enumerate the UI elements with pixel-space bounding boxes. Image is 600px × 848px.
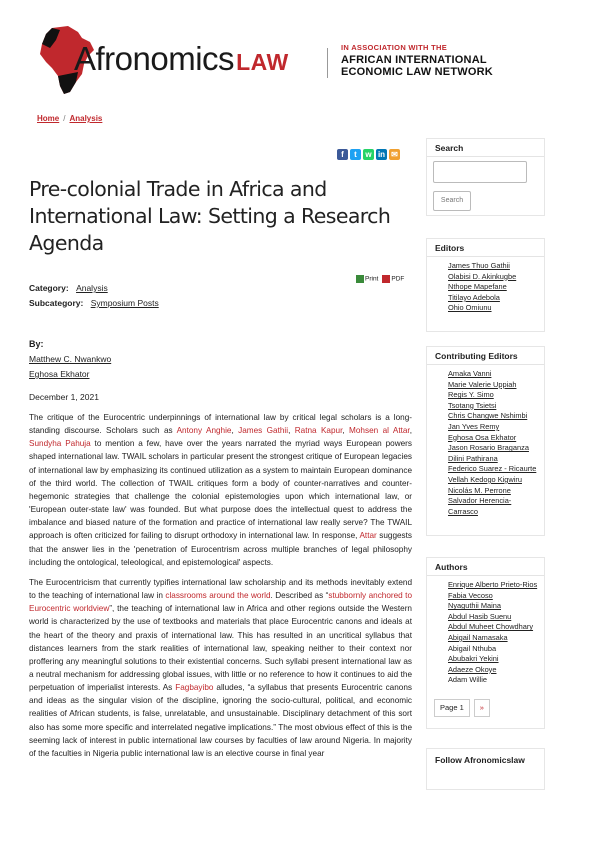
list-item[interactable]: Titilayo Adebola (448, 292, 500, 302)
list-item[interactable]: Enrique Alberto Prieto-Rios (448, 580, 538, 589)
text: , (288, 426, 295, 436)
list-item[interactable]: Carrasco (448, 506, 478, 516)
pdf-button[interactable] (382, 275, 404, 283)
logo-law-text: LAW (236, 49, 289, 75)
list-item[interactable]: Vellah Kedogo Kigwiru (448, 474, 522, 484)
link-attar[interactable]: Attar (359, 531, 377, 541)
authors-pagination (434, 699, 490, 717)
link-stubbornly-anchored[interactable]: stubbornly anchored to Eurocentric worldview (29, 591, 413, 614)
text: . Described as “ (270, 591, 329, 601)
pdf-icon (382, 275, 390, 283)
search-title: Search (435, 143, 464, 153)
text: alludes, “a syllabus that presents Eurocentric canons and ideas as the singular vision of the discipline, ignoring the socio-cultural, political, and economic realities of African students, is false, unrelatable, and unsustainable. Disciplinary detachment of this sort also has some more specific and interrelated negative implications.” The most obvious effect of this is the seeming lack of interest in public international law courses by faculties of law around Nigeria. In majority of the faculties in Nigeria public international law is an elective course in final year (29, 683, 412, 758)
list-item[interactable]: Abigail Namasaka (448, 632, 508, 642)
whatsapp-icon[interactable]: w (363, 149, 374, 160)
list-item[interactable]: Dilini Pathirana (448, 453, 498, 463)
facebook-icon[interactable]: f (337, 149, 348, 160)
follow-widget (426, 748, 545, 790)
print-button[interactable] (356, 275, 378, 283)
link-classrooms[interactable]: classrooms around the world (165, 591, 271, 601)
list-item[interactable]: James Thuo Gathii (448, 261, 510, 270)
search-widget (426, 138, 545, 216)
text: , (231, 426, 239, 436)
follow-title: Follow Afronomicslaw (435, 755, 525, 765)
editors-widget (426, 238, 545, 332)
list-item[interactable]: Amaka Vanni (448, 369, 492, 378)
list-item[interactable]: Eghosa Osa Ekhator (448, 432, 517, 442)
list-item[interactable]: Adam Willie (448, 675, 488, 685)
print-label: Print (365, 275, 379, 283)
list-item[interactable]: Jason Rosario Braganza (448, 443, 529, 453)
pdf-label: PDF (391, 275, 405, 283)
list-item[interactable]: Ohio Omiunu (448, 303, 492, 313)
link-fagbayibo[interactable]: Fagbayibo (175, 683, 214, 693)
breadcrumb-home-link[interactable]: Home (37, 114, 60, 123)
article-title: Pre-colonial Trade in Africa and International Law: Setting a Research Agenda (29, 177, 391, 255)
editors-title: Editors (435, 243, 465, 253)
link-james-gathii[interactable]: James Gathii (238, 426, 289, 436)
next-page-button[interactable]: » (474, 699, 490, 717)
list-item[interactable]: Nyaguthii Maina (448, 601, 501, 611)
list-item[interactable]: Olabisi D. Akinkugbe (448, 271, 517, 281)
subcategory-link[interactable]: Symposium Posts (90, 298, 159, 308)
list-item[interactable]: Regis Y. Simo (448, 390, 494, 400)
email-icon[interactable]: ✉ (389, 149, 400, 160)
list-item[interactable]: Abigail Nthuba (448, 643, 497, 653)
text: , (342, 426, 350, 436)
breadcrumb-separator: / (63, 114, 66, 123)
link-ratna-kapur[interactable]: Ratna Kapur (294, 426, 343, 436)
text: to mention a few, have over the years narrated the myriad ways European powers shaped international law. TWAIL scholars in particular present the strongest critique of European legacies of international law by emphasizing its continued utilization as a system to maintain European dominance of the third world. The collection of TWAIL critiques form a body of counter-narratives and counter-hegemonic strategies that challenge the colonial epistemologies upon which international law, or 'European outer-state law' was founded. But what purpose does the intellectual quest to address the imbalance and biased nature of the formation and practice of international law really serve? The TWAIL approach is often criticized for failing to disrupt orthodoxy in international law. In response, (29, 439, 412, 541)
site-header (0, 0, 600, 100)
contributing-editors-widget (426, 346, 545, 536)
header-divider (327, 48, 328, 78)
text: , (409, 426, 412, 436)
author-link[interactable]: Eghosa Ekhator (29, 369, 90, 379)
share-bar (337, 149, 400, 160)
list-item[interactable]: Abdul Muheet Chowdhary (448, 622, 534, 632)
list-item[interactable]: Fabia Vecoso (448, 590, 493, 600)
list-item[interactable]: Marie Valerie Uppiah (448, 379, 517, 389)
search-input[interactable] (433, 161, 527, 183)
print-pdf-bar (356, 275, 404, 283)
editors-list (427, 257, 544, 314)
logo-main-text: Afronomics (74, 40, 235, 77)
link-antony-anghie[interactable]: Antony Anghie (176, 426, 232, 436)
category-row (29, 283, 108, 293)
author-link[interactable]: Matthew C. Nwankwo (29, 354, 112, 364)
link-mohsen-al-attar[interactable]: Mohsen al Attar (349, 426, 410, 436)
linkedin-icon[interactable]: in (377, 150, 386, 159)
article-date: December 1, 2021 (29, 392, 99, 402)
category-link[interactable]: Analysis (76, 283, 108, 293)
list-item[interactable]: Nthope Mapefane (448, 282, 507, 292)
twitter-icon[interactable]: t (350, 149, 361, 160)
site-logo[interactable] (74, 40, 289, 78)
authors-title: Authors (435, 562, 468, 572)
text: ”, the teaching of international law in Africa and other regions outside the Western world is characterized by the use of textbooks and materials that place Eurocentric canons and ideals at the heart of the theory and praxis of international law. This has resulted in an uncritical syllabus that distances learners from the stark realities of international law, speaking neither to their context nor proffering any meaningful solutions to their existential concerns. Such syllabi present international law as a neutral mechanism for addressing global issues, with little or no reference to how it continues to aid the perpetuation of imperialist interests. As (29, 604, 412, 693)
text: The Eurocentricism that currently typifies international law scholarship and its methods inevitably extend to the teaching of international law in (29, 577, 412, 601)
list-item[interactable]: Abdul Hasib Suenu (448, 611, 512, 621)
list-item[interactable]: Chris Changwe Nshimbi (448, 411, 528, 421)
list-item[interactable]: Salvador Herencia- (448, 496, 512, 506)
list-item[interactable]: Abubakri Yekini (448, 654, 499, 664)
list-item[interactable]: Federico Suarez - Ricaurte (448, 464, 537, 474)
subcategory-label: Subcategory: (29, 298, 84, 308)
paragraph (29, 576, 412, 760)
article-body (29, 411, 412, 767)
breadcrumb-analysis-link[interactable]: Analysis (69, 114, 103, 123)
text: The critique of the Eurocentric underpinnings of international law by critical legal scholars is a long-standing discourse. Scholars such as (29, 413, 412, 436)
list-item[interactable]: Tsotang Tsietsi (448, 400, 497, 410)
list-item[interactable]: Jan Yves Remy (448, 421, 500, 431)
list-item[interactable]: Adaeze Okoye (448, 664, 497, 674)
category-label: Category: (29, 283, 69, 293)
page-indicator: Page 1 (434, 699, 470, 717)
contributing-editors-title: Contributing Editors (435, 351, 518, 361)
association-text: IN ASSOCIATION WITH THE (341, 43, 448, 52)
link-sundyha-pahuja[interactable]: Sundyha Pahuja (29, 439, 91, 449)
authors-list (427, 576, 544, 686)
contributing-editors-list (427, 365, 544, 517)
breadcrumb (37, 114, 102, 123)
network-name-line2: ECONOMIC LAW NETWORK (341, 66, 493, 78)
text: suggests that the answer lies in the 'penetration of Eurocentrism across multiple branches of legal philosophy including the ontological, teleological, and epistemological' aspects. (29, 531, 413, 567)
divider (427, 156, 544, 157)
subcategory-row (29, 298, 159, 308)
paragraph (29, 411, 412, 569)
print-icon (356, 275, 364, 283)
list-item[interactable]: Nicolás M. Perrone (448, 485, 511, 495)
search-button[interactable]: Search (433, 191, 471, 211)
by-label: By: (29, 339, 44, 349)
network-name-line1: AFRICAN INTERNATIONAL (341, 54, 487, 66)
